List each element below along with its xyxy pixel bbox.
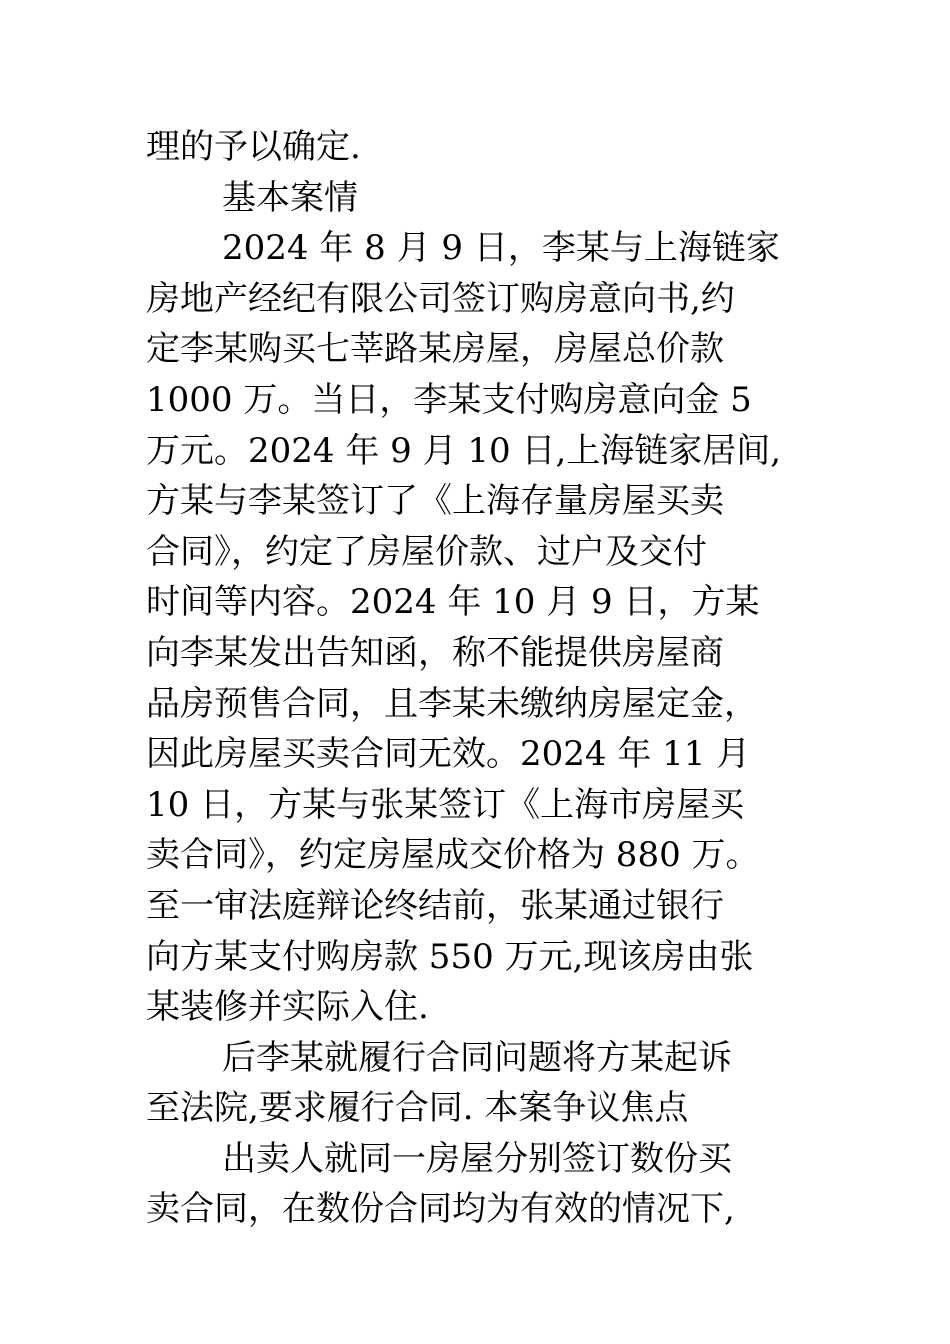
text-line: 10 日，方某与张某签订《上海市房屋买: [146, 784, 745, 825]
text-line: 房地产经纪有限公司签订购房意向书,约: [146, 278, 735, 319]
text-line: 向李某发出告知函，称不能提供房屋商: [146, 632, 724, 673]
text-line: 1000 万。当日，李某支付购房意向金 5: [146, 379, 752, 420]
text-line: 至一审法庭辩论终结前，张某通过银行: [146, 885, 724, 926]
text-line: 后李某就履行合同问题将方某起诉: [222, 1037, 732, 1078]
text-line: 2024 年 8 月 9 日，李某与上海链家: [222, 228, 780, 269]
text-line: 品房预售合同，且李某未缴纳房屋定金，: [146, 683, 758, 724]
text-line: 卖合同，在数份合同均为有效的情况下,: [146, 1189, 735, 1230]
section-heading: 基本案情: [222, 177, 358, 218]
text-line: 因此房屋买卖合同无效。2024 年 11 月: [146, 734, 751, 775]
text-line: 合同》，约定了房屋价款、过户及交付: [146, 531, 707, 572]
text-line: 时间等内容。2024 年 10 月 9 日，方某: [146, 582, 760, 623]
text-line: 定李某购买七莘路某房屋，房屋总价款: [146, 329, 724, 370]
text-line: 某装修并实际入住.: [146, 987, 429, 1028]
text-line: 理的予以确定.: [146, 127, 361, 167]
text-line: 万元。2024 年 9 月 10 日,上海链家居间,: [146, 430, 782, 471]
text-line: 向方某支付购房款 550 万元,现该房由张: [146, 936, 754, 977]
text-line: 出卖人就同一房屋分别签订数份买: [222, 1138, 732, 1179]
text-line: 至法院,要求履行合同. 本案争议焦点: [146, 1088, 689, 1129]
text-line: 方某与李某签订了《上海存量房屋买卖: [146, 481, 724, 522]
text-line: 卖合同》，约定房屋成交价格为 880 万。: [146, 835, 760, 876]
document-body: [146, 122, 816, 1235]
